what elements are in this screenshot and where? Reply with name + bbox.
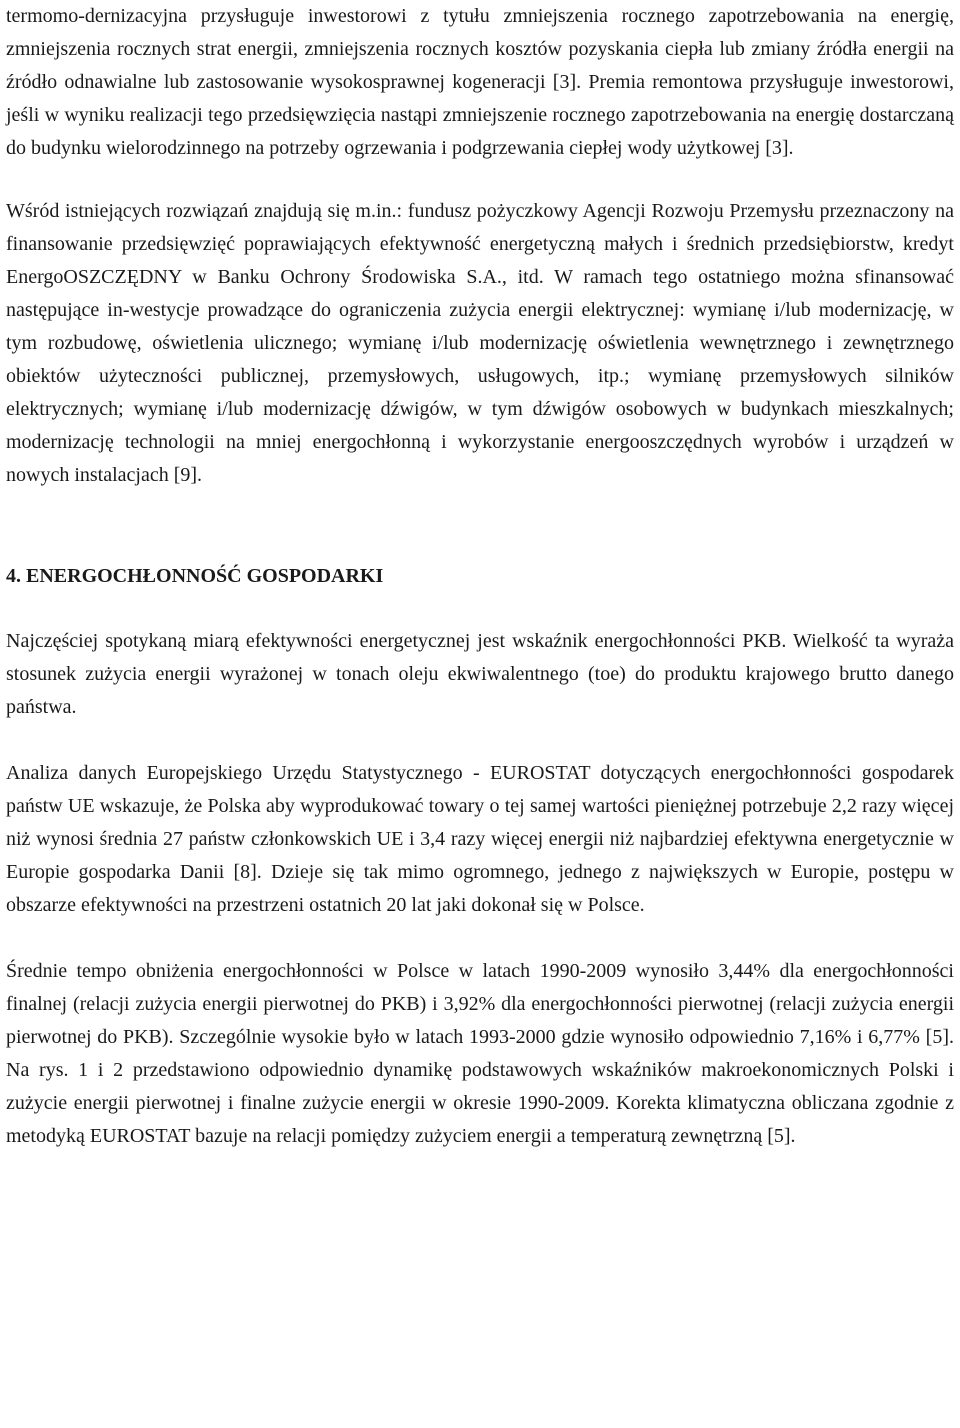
document-page [6,0,954,1153]
paragraph-average-rate: Średnie tempo obniżenia energochłonności w Polsce w latach 1990-2009 wynosiło 3,44% dla energochłonności finalnej (relacji zużycia energii pierwotnej do PKB) i 3,92% dla energochłonności pierwotnej (relacji zużycia energii pierwotnej do PKB). Szczególnie wysokie było w latach 1993-2000 gdzie wynosiło odpowiednio 7,16% i 6,77% [5]. Na rys. 1 i 2 przedstawiono odpowiednio dynamikę podstawowych wskaźników makroekonomicznych Polski i zużycie energii pierwotnej i finalne zużycie energii w okresie 1990-2009. Korekta klimatyczna obliczana zgodnie z metodyką EUROSTAT bazuje na relacji pomiędzy zużyciem energii a temperaturą zewnętrzną [5]. [6,960,954,1147]
paragraph-thermomodernization-premium: termomo-dernizacyjna przysługuje inwestorowi z tytułu zmniejszenia rocznego zapotrzebowania na energię, zmniejszenia rocznych strat energii, zmniejszenia rocznych kosztów pozyskania ciepła lub zmiany źródła energii na źródło odnawialne lub zastosowanie wysokosprawnej kogeneracji [3]. Premia remontowa przysługuje inwestorowi, jeśli w wyniku realizacji tego przedsięwzięcia nastąpi zmniejszenie rocznego zapotrzebowania na energię dostarczaną do budynku wielorodzinnego na potrzeby ogrzewania i podgrzewania ciepłej wody użytkowej [3]. [6,5,954,159]
paragraph-energy-intensity-measure: Najczęściej spotykaną miarą efektywności energetycznej jest wskaźnik energochłonności PKB. Wielkość ta wyraża stosunek zużycia energii wyrażonej w tonach oleju ekwiwalentnego (toe) do produktu krajowego brutto danego państwa. [6,630,954,718]
paragraph-gap [6,165,954,195]
paragraph-existing-solutions: Wśród istniejących rozwiązań znajdują się m.in.: fundusz pożyczkowy Agencji Rozwoju Przemysłu przeznaczony na finansowanie przedsięwzięć poprawiających efektywność energetyczną małych i średnich przedsiębiorstw, kredyt EnergoOSZCZĘDNY w Banku Ochrony Środowiska S.A., itd. W ramach tego ostatniego można sfinansować następujące in-westycje prowadzące do ograniczenia zużycia energii elektrycznej: wymianę i/lub modernizację, w tym rozbudowę, oświetlenia ulicznego; wymianę i/lub modernizację oświetlenia wewnętrznego i zewnętrznego obiektów użyteczności publicznej, przemysłowych, usługowych, itp.; wymianę przemysłowych silników elektrycznych; wymianę i/lub modernizację dźwigów, w tym dźwigów osobowych w budynkach mieszkalnych; modernizację technologii na mniej energochłonną i wykorzystanie energooszczędnych wyrobów i urządzeń w nowych instalacjach [9]. [6,200,954,486]
section-gap [6,492,954,560]
paragraph-gap [6,922,954,955]
paragraph-eurostat-analysis: Analiza danych Europejskiego Urzędu Statystycznego - EUROSTAT dotyczących energochłonności gospodarek państw UE wskazuje, że Polska aby wyprodukować towary o tej samej wartości pieniężnej potrzebuje 2,2 razy więcej niż wynosi średnia 27 państw członkowskich UE i 3,4 razy więcej energii niż najbardziej efektywna energetycznie w Europie gospodarka Danii [8]. Dzieje się tak mimo ogromnego, jednego z największych w Europie, postępu w obszarze efektywności na przestrzeni ostatnich 20 lat jaki dokonał się w Polsce. [6,762,954,916]
section-heading: 4. ENERGOCHŁONNOŚĆ GOSPODARKI [6,565,384,587]
paragraph-gap [6,724,954,757]
paragraph-gap [6,593,954,625]
